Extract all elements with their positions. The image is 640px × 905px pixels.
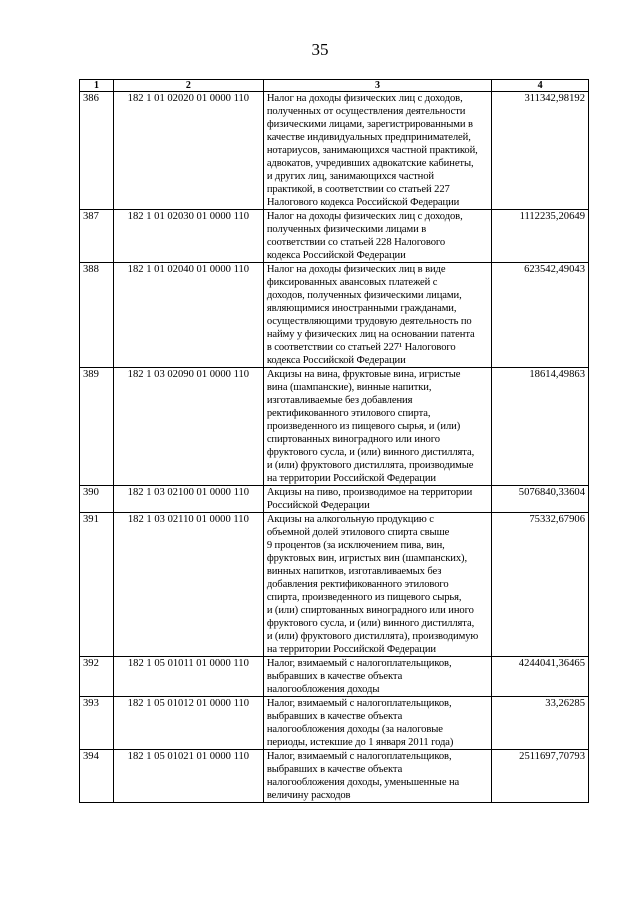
- revenue-name-line: Акцизы на алкогольную продукцию с: [266, 514, 434, 525]
- revenue-name-line: кодекса Российской Федерации: [266, 250, 406, 261]
- column-header-amount: 4: [492, 80, 589, 92]
- revenue-name-line: фруктового сусла, и (или) винного дистиллята,: [266, 447, 475, 458]
- revenue-name-line: Налог на доходы физических лиц в виде: [266, 264, 446, 275]
- revenue-name-line: Налог на доходы физических лиц с доходов,: [266, 211, 463, 222]
- revenue-name-line: и других лиц, занимающихся частной: [266, 171, 434, 182]
- revenue-name-line: вина (шампанские), винные напитки,: [266, 382, 432, 393]
- revenue-name-line: Российской Федерации: [266, 500, 370, 511]
- row-number: 390: [80, 486, 114, 513]
- budget-code: 182 1 01 02040 01 0000 110: [113, 263, 263, 368]
- row-number: 387: [80, 210, 114, 263]
- column-header-name: 3: [263, 80, 491, 92]
- budget-code: 182 1 05 01021 01 0000 110: [113, 750, 263, 803]
- revenue-name-line: налогообложения доходы, уменьшенные на: [266, 777, 460, 788]
- page-number: 35: [311, 40, 329, 59]
- table-row: [80, 486, 589, 513]
- row-number: 394: [80, 750, 114, 803]
- revenue-amount: 2511697,70793: [492, 750, 589, 803]
- budget-code: 182 1 03 02100 01 0000 110: [113, 486, 263, 513]
- revenue-name-line: физическими лицами, зарегистрированными в: [266, 119, 473, 130]
- table-row: [80, 263, 589, 368]
- table-row: [80, 210, 589, 263]
- revenue-name-line: качестве индивидуальных предпринимателей,: [266, 132, 471, 143]
- revenue-name-line: доходов, полученных физическими лицами,: [266, 290, 462, 301]
- revenue-name: [263, 368, 491, 486]
- revenue-name-line: выбравших в качестве объекта: [266, 711, 403, 722]
- revenue-name-line: величину расходов: [266, 790, 351, 801]
- revenue-name-line: спиртованных виноградного или иного: [266, 434, 440, 445]
- revenue-name-line: практикой, в соответствии со статьей 227: [266, 184, 450, 195]
- revenue-name-line: фруктового сусла, и (или) винного дистиллята,: [266, 618, 475, 629]
- table-row: [80, 657, 589, 697]
- revenue-name-line: Налогового кодекса Российской Федерации: [266, 197, 460, 208]
- row-number: 388: [80, 263, 114, 368]
- revenue-name-line: произведенного из пищевого сырья, и (или): [266, 421, 461, 432]
- revenue-name-line: Акцизы на вина, фруктовые вина, игристые: [266, 369, 461, 380]
- table-header-row: [80, 80, 589, 92]
- revenue-name-line: кодекса Российской Федерации: [266, 355, 406, 366]
- revenue-name-line: Акцизы на пиво, производимое на территории: [266, 487, 473, 498]
- revenue-amount: 623542,49043: [492, 263, 589, 368]
- revenue-name-line: фиксированных авансовых платежей с: [266, 277, 438, 288]
- budget-code: 182 1 01 02030 01 0000 110: [113, 210, 263, 263]
- revenue-table: [79, 79, 589, 803]
- row-number: 389: [80, 368, 114, 486]
- revenue-name-line: являющимися иностранными гражданами,: [266, 303, 457, 314]
- revenue-name: [263, 657, 491, 697]
- revenue-name-line: Налог, взимаемый с налогоплательщиков,: [266, 751, 452, 762]
- revenue-name-line: налогообложения доходы: [266, 684, 380, 695]
- table-row: [80, 92, 589, 210]
- revenue-name-line: объемной долей этилового спирта свыше: [266, 527, 450, 538]
- revenue-name-line: в соответствии со статьей 227¹ Налогового: [266, 342, 456, 353]
- revenue-name-line: ректификованного этилового спирта,: [266, 408, 431, 419]
- table-body: [80, 92, 589, 803]
- revenue-name: [263, 750, 491, 803]
- row-number: 391: [80, 513, 114, 657]
- revenue-name-line: изготавливаемые без добавления: [266, 395, 413, 406]
- revenue-name-line: спирта, произведенного из пищевого сырья,: [266, 592, 462, 603]
- table-row: [80, 750, 589, 803]
- revenue-amount: 75332,67906: [492, 513, 589, 657]
- revenue-name-line: Налог на доходы физических лиц с доходов,: [266, 93, 463, 104]
- table-row: [80, 513, 589, 657]
- revenue-name-line: и (или) спиртованных виноградного или иного: [266, 605, 474, 616]
- revenue-amount: 33,26285: [492, 697, 589, 750]
- revenue-name-line: выбравших в качестве объекта: [266, 671, 403, 682]
- row-number: 393: [80, 697, 114, 750]
- revenue-amount: 311342,98192: [492, 92, 589, 210]
- table-row: [80, 368, 589, 486]
- revenue-name: [263, 513, 491, 657]
- revenue-name-line: на территории Российской Федерации: [266, 473, 436, 484]
- revenue-name-line: адвокатов, учредивших адвокатские кабинеты,: [266, 158, 474, 169]
- budget-code: 182 1 03 02090 01 0000 110: [113, 368, 263, 486]
- revenue-name-line: найму у физических лиц на основании патента: [266, 329, 475, 340]
- revenue-name-line: выбравших в качестве объекта: [266, 764, 403, 775]
- revenue-name-line: полученных физическими лицами в: [266, 224, 427, 235]
- revenue-name-line: полученных от осуществления деятельности: [266, 106, 466, 117]
- revenue-name-line: Налог, взимаемый с налогоплательщиков,: [266, 698, 452, 709]
- revenue-amount: 4244041,36465: [492, 657, 589, 697]
- revenue-name-line: и (или) фруктового дистиллята, производимые: [266, 460, 474, 471]
- revenue-name-line: нотариусов, занимающихся частной практикой,: [266, 145, 478, 156]
- revenue-name-line: соответствии со статьей 228 Налогового: [266, 237, 446, 248]
- revenue-name-line: и (или) фруктового дистиллята), производимую: [266, 631, 479, 642]
- revenue-amount: 5076840,33604: [492, 486, 589, 513]
- revenue-name-line: налогообложения доходы (за налоговые: [266, 724, 443, 735]
- revenue-amount: 1112235,20649: [492, 210, 589, 263]
- revenue-amount: 18614,49863: [492, 368, 589, 486]
- column-header-code: 2: [113, 80, 263, 92]
- row-number: 392: [80, 657, 114, 697]
- revenue-name-line: фруктовых вин, игристых вин (шампанских),: [266, 553, 468, 564]
- revenue-name-line: периоды, истекшие до 1 января 2011 года): [266, 737, 454, 748]
- revenue-name-line: 9 процентов (за исключением пива, вин,: [266, 540, 445, 551]
- budget-code: 182 1 05 01012 01 0000 110: [113, 697, 263, 750]
- revenue-name-line: добавления ректификованного этилового: [266, 579, 449, 590]
- revenue-name-line: осуществляющими трудовую деятельность по: [266, 316, 472, 327]
- table-row: [80, 697, 589, 750]
- budget-code: 182 1 05 01011 01 0000 110: [113, 657, 263, 697]
- budget-code: 182 1 03 02110 01 0000 110: [113, 513, 263, 657]
- revenue-name: [263, 210, 491, 263]
- revenue-name: [263, 486, 491, 513]
- column-header-number: 1: [80, 80, 114, 92]
- revenue-name: [263, 92, 491, 210]
- revenue-name: [263, 697, 491, 750]
- revenue-name-line: на территории Российской Федерации: [266, 644, 436, 655]
- revenue-name-line: винных напитков, изготавливаемых без: [266, 566, 442, 577]
- row-number: 386: [80, 92, 114, 210]
- revenue-name-line: Налог, взимаемый с налогоплательщиков,: [266, 658, 452, 669]
- revenue-name: [263, 263, 491, 368]
- budget-code: 182 1 01 02020 01 0000 110: [113, 92, 263, 210]
